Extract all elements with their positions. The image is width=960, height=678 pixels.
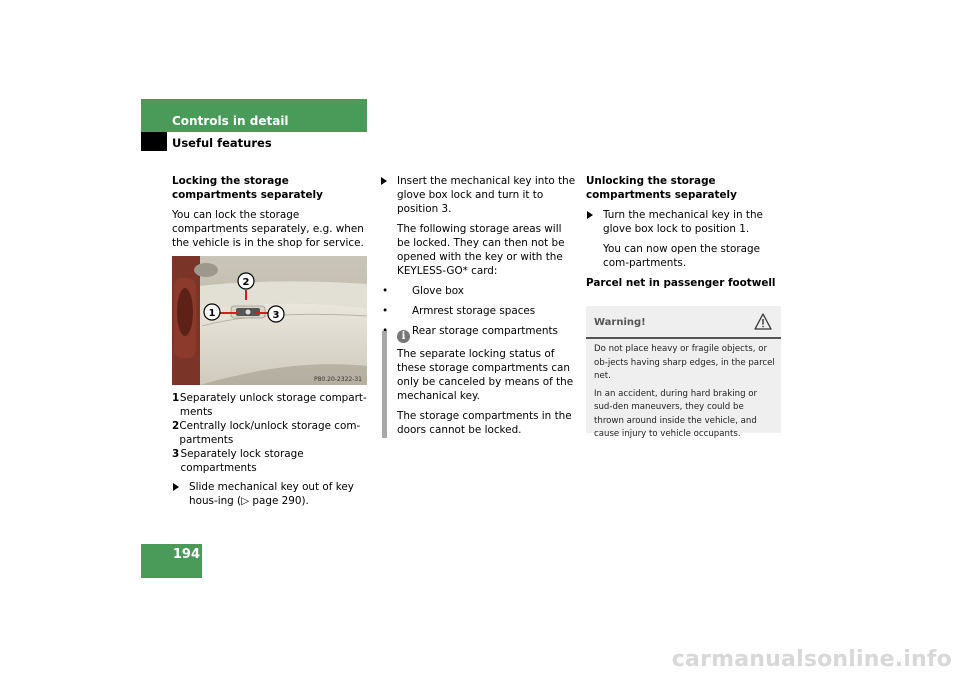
legend-item: 3 Separately lock storage compartments bbox=[172, 448, 304, 474]
warning-text bbox=[594, 343, 776, 446]
warning-box bbox=[586, 306, 781, 439]
heading-unlocking: Unlocking the storage compartments separately bbox=[586, 175, 737, 201]
heading-locking: Locking the storage compartments separately bbox=[172, 175, 323, 201]
photo-marker-1: 1 bbox=[208, 308, 216, 319]
glovebox-photo bbox=[172, 256, 367, 385]
glovebox-illustration bbox=[172, 256, 367, 385]
photo-code: P80.20-2322-31 bbox=[313, 376, 362, 383]
photo-marker-3: 3 bbox=[272, 310, 280, 321]
info-text-2: The storage compartments in the doors cannot be locked. bbox=[397, 410, 572, 436]
watermark: carmanualsonline.info bbox=[671, 647, 952, 672]
intro-text: You can lock the storage compartments separately, e.g. when the vehicle is in the shop for service. bbox=[172, 209, 364, 249]
bullet-item: • Glove box bbox=[380, 284, 576, 298]
heading-parcel-net: Parcel net in passenger footwell bbox=[586, 277, 776, 289]
warning-triangle-icon bbox=[754, 313, 772, 330]
photo-legend bbox=[172, 391, 372, 475]
header-marker bbox=[141, 132, 167, 151]
step-slide-key: Slide mechanical key out of key hous-ing (▷ page 290). bbox=[172, 480, 372, 508]
legend-item: 2 Centrally lock/unlock storage com-partments bbox=[172, 420, 361, 446]
bullet-item: • Armrest storage spaces bbox=[380, 304, 576, 318]
subsection-title: Useful features bbox=[172, 136, 272, 150]
page-number: 194 bbox=[172, 547, 200, 562]
warning-divider bbox=[586, 337, 781, 339]
warning-paragraph-2: In an accident, during hard braking or sud-den maneuvers, they could be thrown around inside the vehicle, and cause injury to vehicle occupants. bbox=[594, 388, 758, 439]
bullet-item: • Rear storage compartments bbox=[380, 324, 576, 338]
info-icon: i bbox=[397, 330, 410, 343]
locked-areas-text: The following storage areas will be locked. They can then not be opened with the key or with the KEYLESS-GO* card: bbox=[397, 223, 565, 277]
info-box bbox=[397, 347, 577, 443]
warning-paragraph-1: Do not place heavy or fragile objects, or ob-jects having sharp edges, in the parcel net. bbox=[594, 344, 775, 381]
step-insert-key: Insert the mechanical key into the glove box lock and turn it to position 3. bbox=[380, 174, 576, 216]
step-result: You can now open the storage com-partments. bbox=[603, 243, 760, 269]
info-sidebar bbox=[382, 331, 387, 438]
legend-item: 1 Separately unlock storage compart-ments bbox=[172, 392, 367, 418]
photo-marker-2: 2 bbox=[242, 277, 250, 288]
info-text-1: The separate locking status of these storage compartments can only be canceled by means of the mechanical key. bbox=[397, 348, 574, 402]
step-turn-key: Turn the mechanical key in the glove box lock to position 1. bbox=[586, 208, 786, 236]
column-2 bbox=[380, 174, 576, 344]
column-1 bbox=[172, 174, 372, 514]
warning-title: Warning! bbox=[594, 317, 646, 328]
column-3 bbox=[586, 174, 786, 296]
section-title: Controls in detail bbox=[172, 114, 289, 128]
